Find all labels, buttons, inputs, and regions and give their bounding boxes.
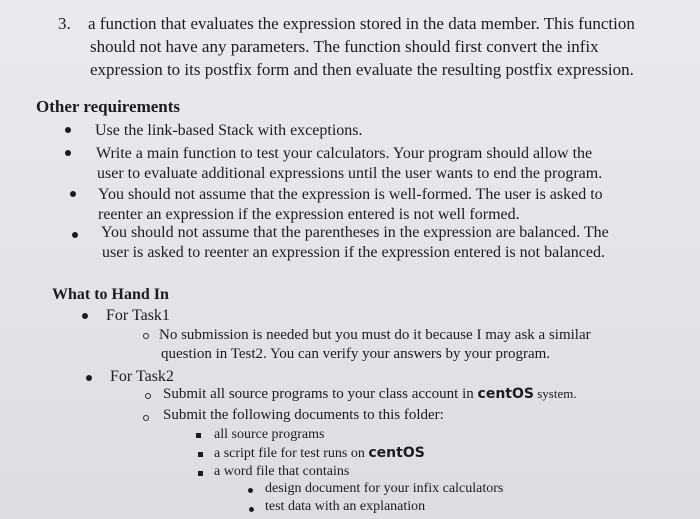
section-heading-handin: What to Hand In	[52, 286, 169, 303]
task1-note-line-2: question in Test2. You can verify your answers by your program.	[161, 346, 551, 362]
circle-bullet-icon	[143, 415, 149, 421]
task2-submit-text: Submit all source programs to your class account in	[163, 386, 478, 402]
task1-label: For Task1	[106, 307, 170, 324]
bullet-icon	[248, 488, 253, 493]
centos-brand: centOS	[368, 445, 425, 461]
task1-note-line-1: No submission is needed but you must do it because I may ask a similar	[159, 327, 591, 343]
circle-bullet-icon	[145, 393, 151, 399]
word-item-testdata: test data with an explanation	[265, 499, 426, 514]
requirement-3-line-1: You should not assume that the expression is well-formed. The user is asked to	[98, 186, 603, 203]
task2-label: For Task2	[110, 368, 174, 385]
requirement-2-line-1: Write a main function to test your calculators. Your program should allow the	[96, 145, 593, 162]
square-bullet-icon	[198, 471, 203, 476]
requirement-4-line-1: You should not assume that the parentheses in the expression are balanced. The	[101, 224, 609, 241]
bullet-icon	[86, 375, 92, 381]
task2-submit-line	[163, 384, 577, 404]
bullet-icon	[82, 313, 88, 319]
doc-item-script-text: a script file for test runs on	[214, 446, 369, 461]
bullet-icon	[65, 150, 71, 156]
requirement-4-line-2: user is asked to reenter an expression if the expression entered is not balanced.	[102, 244, 605, 261]
bullet-icon	[249, 507, 254, 512]
bullet-icon	[70, 191, 76, 197]
task2-submit-suffix: system.	[533, 386, 577, 401]
square-bullet-icon	[198, 452, 203, 457]
word-item-design: design document for your infix calculators	[265, 481, 504, 496]
task2-documents-line: Submit the following documents to this folder:	[163, 407, 444, 423]
centos-brand: centOS	[477, 386, 534, 402]
bullet-icon	[72, 232, 78, 238]
doc-item-script	[214, 444, 425, 463]
doc-item-source: all source programs	[214, 427, 325, 442]
section-heading-other: Other requirements	[36, 97, 181, 116]
item3-line-2: should not have any parameters. The function should first convert the infix	[90, 37, 599, 56]
item-number: 3.	[58, 14, 71, 33]
requirement-1: Use the link-based Stack with exceptions.	[95, 122, 363, 139]
square-bullet-icon	[196, 433, 201, 438]
bullet-icon	[65, 127, 71, 133]
requirement-3-line-2: reenter an expression if the expression entered is not well formed.	[98, 206, 520, 223]
item3-line-1: a function that evaluates the expression stored in the data member. This function	[88, 14, 635, 33]
doc-item-word: a word file that contains	[214, 464, 350, 479]
item3-line-3: expression to its postfix form and then evaluate the resulting postfix expression.	[90, 60, 634, 79]
requirement-2-line-2: user to evaluate additional expressions until the user wants to end the program.	[97, 165, 603, 182]
circle-bullet-icon	[143, 333, 149, 339]
